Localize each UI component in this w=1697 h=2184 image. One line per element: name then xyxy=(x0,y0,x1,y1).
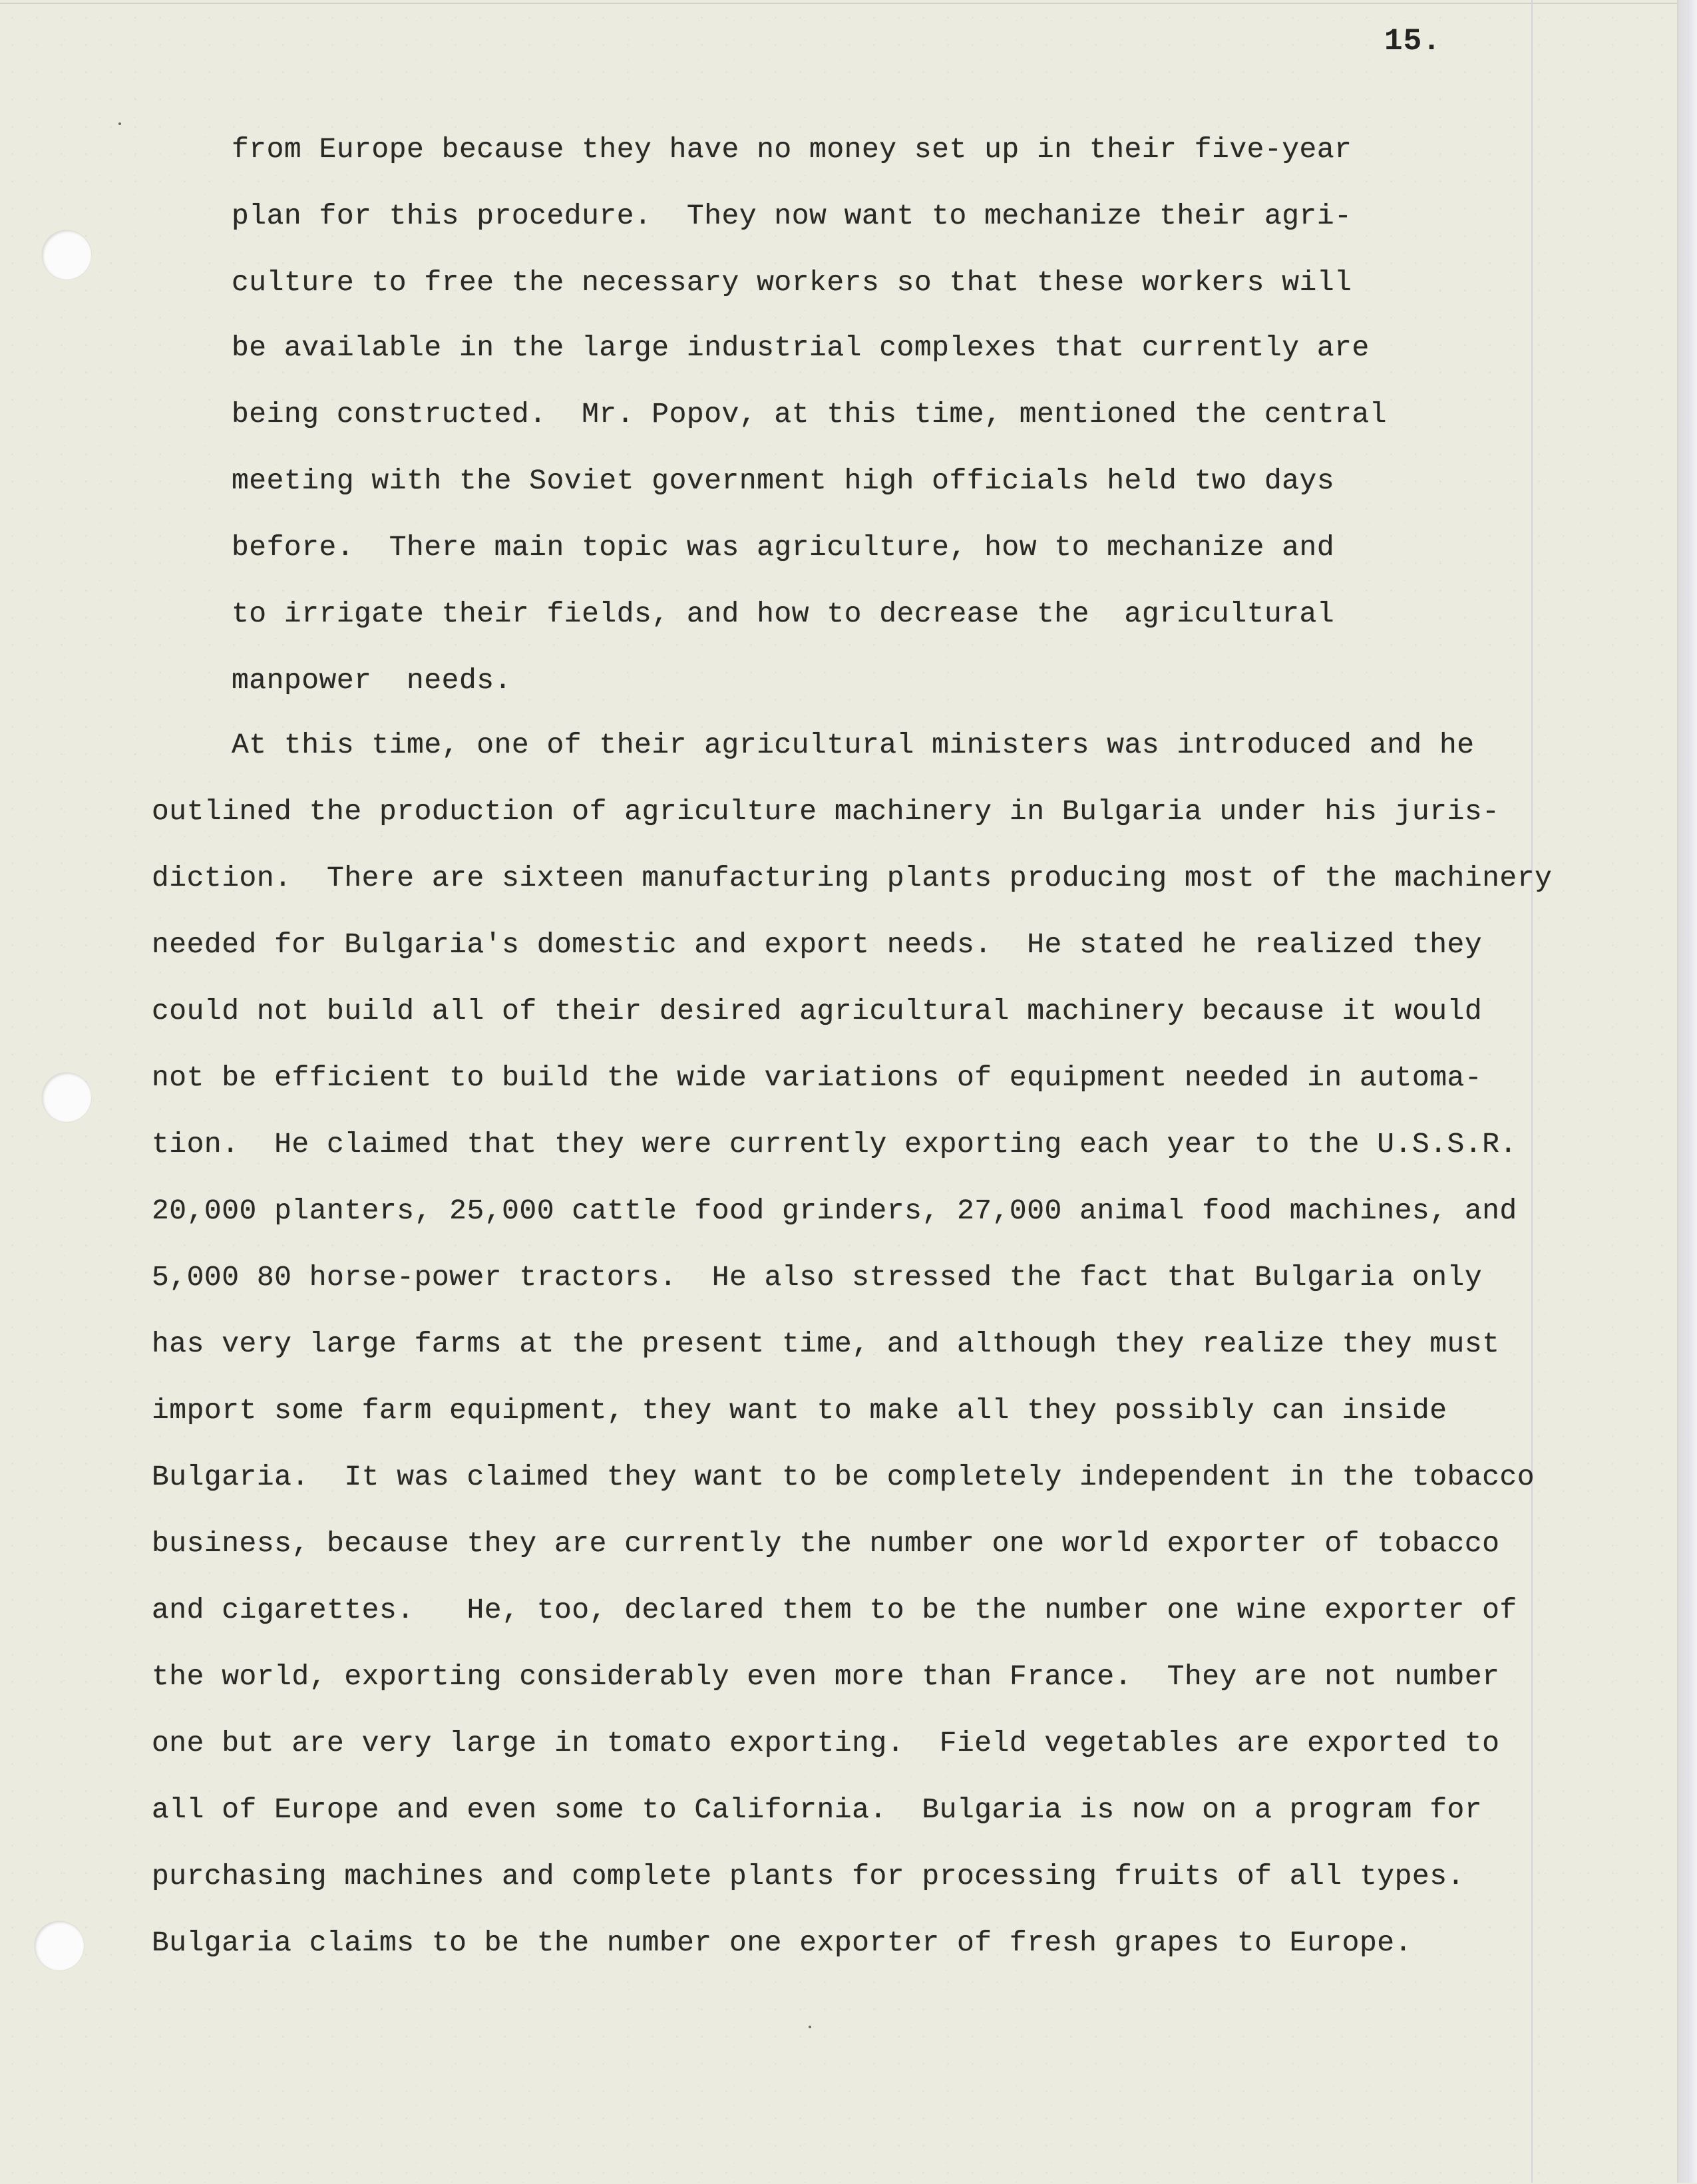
paragraph-1-line-4: be available in the large industrial complexes that currently are xyxy=(232,331,1370,364)
page-edge-strip xyxy=(1677,0,1697,2183)
paragraph-2-line-6: not be efficient to build the wide variations of equipment needed in automa- xyxy=(152,1061,1483,1094)
paragraph-2-line-17: all of Europe and even some to California. Bulgaria is now on a program for xyxy=(152,1793,1483,1826)
paragraph-1-line-1: from Europe because they have no money set up in their five-year xyxy=(232,133,1352,166)
paragraph-2-line-7: tion. He claimed that they were currently exporting each year to the U.S.S.R. xyxy=(152,1128,1517,1161)
paragraph-1-line-6: meeting with the Soviet government high officials held two days xyxy=(232,464,1335,497)
paragraph-2-line-4: needed for Bulgaria's domestic and export needs. He stated he realized they xyxy=(152,928,1483,961)
punch-hole-middle xyxy=(42,1073,91,1122)
punch-hole-top xyxy=(42,230,91,279)
punch-hole-bottom xyxy=(35,1921,84,1970)
paragraph-1-line-9: manpower needs. xyxy=(232,664,512,697)
paragraph-2-line-16: one but are very large in tomato exporting. Field vegetables are exported to xyxy=(152,1727,1500,1759)
paragraph-2-line-3: diction. There are sixteen manufacturing plants producing most of the machinery xyxy=(152,862,1553,894)
paragraph-2-line-11: import some farm equipment, they want to make all they possibly can inside xyxy=(152,1394,1447,1427)
paper-speck xyxy=(809,2026,811,2028)
paragraph-1-line-3: culture to free the necessary workers so that these workers will xyxy=(232,266,1352,299)
paragraph-2-line-12: Bulgaria. It was claimed they want to be completely independent in the tobacco xyxy=(152,1461,1535,1493)
paragraph-2-line-13: business, because they are currently the number one world exporter of tobacco xyxy=(152,1527,1500,1560)
paper-speck xyxy=(118,122,121,125)
paragraph-1-line-2: plan for this procedure. They now want to mechanize their agri- xyxy=(232,200,1352,232)
paragraph-2-line-5: could not build all of their desired agricultural machinery because it would xyxy=(152,995,1483,1027)
paragraph-2-line-15: the world, exporting considerably even more than France. They are not number xyxy=(152,1660,1500,1693)
paragraph-2-line-8: 20,000 planters, 25,000 cattle food grinders, 27,000 animal food machines, and xyxy=(152,1194,1517,1227)
paragraph-2-line-2: outlined the production of agriculture machinery in Bulgaria under his juris- xyxy=(152,795,1500,828)
paragraph-1-line-8: to irrigate their fields, and how to decrease the agricultural xyxy=(232,598,1335,630)
page-number: 15. xyxy=(1384,24,1441,59)
paragraph-1-line-5: being constructed. Mr. Popov, at this time, mentioned the central xyxy=(232,398,1388,431)
paragraph-2-line-19: Bulgaria claims to be the number one exporter of fresh grapes to Europe. xyxy=(152,1926,1412,1959)
paragraph-2-line-14: and cigarettes. He, too, declared them to be the number one wine exporter of xyxy=(152,1594,1517,1626)
paragraph-2-line-10: has very large farms at the present time, and although they realize they must xyxy=(152,1328,1500,1360)
paragraph-2-line-1: At this time, one of their agricultural ministers was introduced and he xyxy=(232,729,1475,761)
paragraph-2-line-9: 5,000 80 horse-power tractors. He also stressed the fact that Bulgaria only xyxy=(152,1261,1483,1294)
right-margin-rule xyxy=(1531,0,1533,2183)
paragraph-1-line-7: before. There main topic was agriculture, how to mechanize and xyxy=(232,531,1335,564)
page-edge-line xyxy=(1688,0,1689,2183)
paragraph-2-line-18: purchasing machines and complete plants for processing fruits of all types. xyxy=(152,1860,1465,1893)
